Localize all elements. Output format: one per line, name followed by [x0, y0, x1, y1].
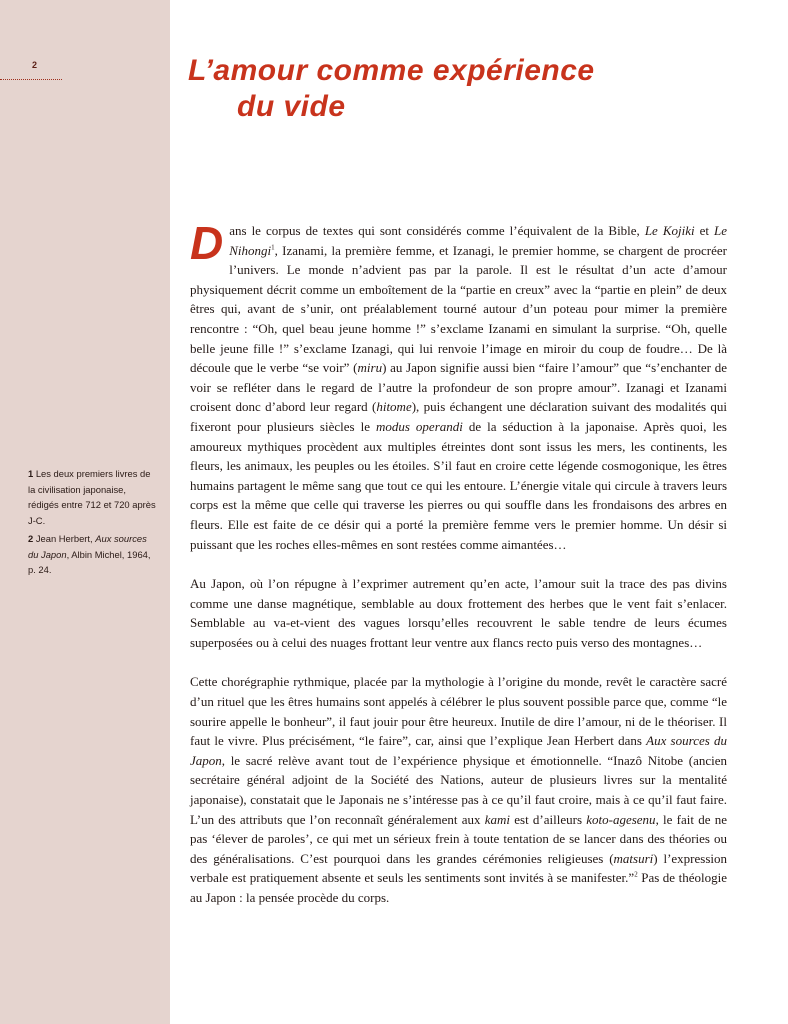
term-koto-agesenu: koto-agesenu: [586, 811, 656, 827]
footnote-1: [28, 466, 156, 528]
paragraph-2: Au Japon, où l’on répugne à l’exprimer autrement qu’en acte, l’amour suit la trace des pas divins comme une danse magnétique, semblable au doux frottement des herbes que le vent fait s’enlacer. Semblable au va-et-vient des vagues lorsqu’elles recouvrent le sable tendre de leurs écumes superposées ou à celui des nuages frottant leur ventre aux flancs recto puis verso des montagnes…: [190, 576, 727, 650]
p3-text-4: , le fait de ne pas ‘élever de paroles’, ce qui met un sérieux frein à toute tentation de se lancer dans des théories ou des généralisations. C’est pourquoi dans les grandes cérémonies religieuses (: [190, 811, 727, 866]
footnote-2-pre: Jean Herbert,: [33, 533, 96, 544]
term-hitome: hitome: [376, 399, 412, 415]
article-title-line-2: du vide: [237, 90, 346, 123]
book-title-kojiki: Le Kojiki: [644, 223, 695, 238]
book-title-nihongi: Le Nihongi: [229, 223, 727, 258]
p1-text-4: ) au Japon signifie aussi bien “faire l’amour” que “s’enchanter de voir se refléter dans le regard de l’autre la profondeur de son propre amour”. Izanagi et Izanami croisent donc d’abord leur regard (: [190, 360, 727, 415]
p3-text-5: ) l’expression verbale est pratiquement absente et seuls les sentiments sont invités à se manifester.”: [190, 850, 727, 886]
footnote-ref-2: 2: [634, 871, 638, 880]
footnote-1-number: 1: [28, 468, 34, 479]
footnote-2: [28, 531, 156, 578]
sidebar-margin: [0, 0, 170, 1024]
term-miru: miru: [357, 360, 383, 376]
p1-text-6: de la séduction à la japonaise. Après quoi, les amoureux mythiques procèdent aux multiples étreintes dont sont issus les mers, les continents, les fleurs, les animaux, les peuples ou les étoiles. S’il faut en croire cette légende cosmogonique, les êtres humains partagent le même sang que tout ce qui les entoure. L’énergie vitale qui circule à travers leurs corps est la même que celle qui traverse les pierres ou qui souffle dans les frondaisons des arbres en fleurs. Elle est faite de ce désir qui a porté la première femme vers le premier homme. Un désir si puissant que les roches elles-mêmes en sont restées comme aimantées…: [190, 418, 727, 552]
p1-text-5: ), puis échangent une déclaration suivant des modalités qui fixeront pour plusieurs siècles le: [190, 399, 727, 434]
term-matsuri: matsuri: [613, 850, 654, 866]
footnote-2-number: 2: [28, 533, 34, 544]
footnote-ref-1: 1: [271, 243, 275, 252]
paragraph-3: [190, 672, 727, 907]
p3-text-6: Pas de théologie au Japon : la pensée procède du corps.: [190, 870, 727, 905]
footnote-2-post: , Albin Michel, 1964, p. 24.: [28, 548, 151, 575]
paragraph-1: [190, 217, 727, 554]
p3-text-2: , le sacré relève avant tout de l’expérience physique et émotionnelle. “Inazô Nitobe (ancien secrétaire général adjoint de la Société des Nations, auteur de plusieurs livres sur la mentalité japonaise), constatait que le Japonais ne s’intéresse pas à ce qu’il faut croire, mais à ce qu’il faut faire. L’un des attributs que l’on reconnaît généralement aux: [190, 752, 727, 827]
article-body: [190, 217, 727, 928]
p3-text-1: Cette chorégraphie rythmique, placée par la mythologie à l’origine du monde, revêt le caractère sacré d’un rituel que les êtres humains sont appelés à célébrer le plus souvent possible parce que, comme “le sourire appelle le bonheur”, il faut jouir pour être heureux. Inutile de dire l’amour, ni de le théoriser. Il faut le vivre. Plus précisément, “le faire”, car, ainsi que l’explique Jean Herbert dans: [190, 674, 727, 749]
term-modus-operandi: modus operandi: [375, 418, 463, 434]
p1-text-2: et: [694, 223, 714, 238]
page-number: 2: [32, 60, 38, 70]
term-kami: kami: [484, 811, 511, 827]
drop-cap: D: [190, 217, 224, 269]
article-title-line-1: L’amour comme expérience: [188, 54, 595, 87]
p1-text-3: , Izanami, la première femme, et Izanagi, le premier homme, se chargent de procréer l’univers. Le monde n’advient pas par la parole. Il est le résultat d’un acte d’amour physiquement décrit comme un emboîtement de la “partie en creux” avec la “partie en plein” de deux êtres qui, avant de s’unir, ont préalablement tourné autour d’un poteau pour mimer la première rencontre : “Oh, quel beau jeune homme !” s’exclame Izanami en simulant la surprise. “Oh, quelle belle jeune fille !” s’exclame Izanagi, qui lui renvoie l’image en miroir du coup de foudre… De là découle que le verbe “se voir” (: [190, 242, 727, 376]
footnotes: [28, 466, 156, 581]
p3-text-3: est d’ailleurs: [510, 811, 587, 827]
footnote-2-book-title: Aux sources du Japon: [28, 533, 147, 560]
page-number-rule: [0, 79, 62, 80]
book-title-aux-sources: Aux sources du Japon: [190, 733, 727, 768]
article-title: [188, 53, 595, 125]
footnote-1-text: Les deux premiers livres de la civilisation japonaise, rédigés entre 712 et 720 après J-C.: [28, 468, 156, 526]
p1-text-1: ans le corpus de textes qui sont considérés comme l’équivalent de la Bible,: [229, 223, 645, 238]
